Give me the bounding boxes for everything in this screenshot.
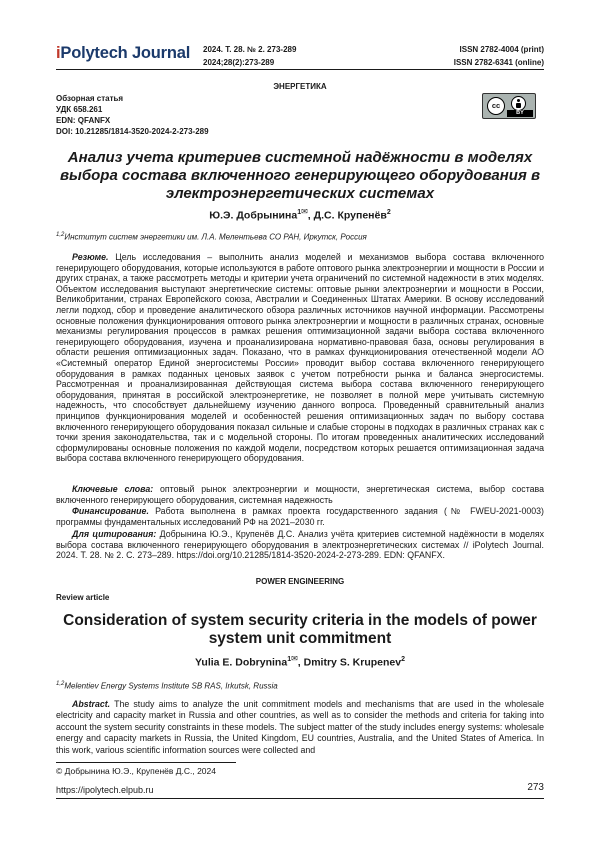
logo-text: Polytech Journal	[60, 44, 191, 62]
keywords-text: оптовый рынок электроэнергии и мощности, энергетическая система, выбор состава включенного генерирующего оборудования, системная надежность	[56, 484, 544, 505]
article-title-ru: Анализ учета критериев системной надёжности в моделях выбора состава включенного генерирующего оборудования в электроэнергетических системах	[59, 149, 540, 202]
abstract-en	[56, 699, 544, 756]
section-title-ru: ЭНЕРГЕТИКА	[273, 82, 327, 91]
issue-info	[203, 43, 296, 69]
footer-divider	[56, 798, 544, 799]
citation-label: Для цитирования:	[72, 529, 157, 539]
issn-info	[454, 43, 544, 69]
author-separator: ,	[307, 209, 314, 222]
author-2-sup: 2	[386, 209, 391, 216]
keywords-label: Ключевые слова:	[72, 484, 154, 494]
affiliation-ru	[56, 232, 367, 242]
udc: УДК 658.261	[56, 105, 103, 114]
author-1-en: Yulia E. Dobrynina	[194, 656, 288, 669]
author-2: Д.С. Крупенёв	[313, 209, 387, 222]
by-label: BY	[507, 110, 533, 117]
author-1-sup: 1	[297, 209, 302, 216]
funding-ru	[56, 506, 544, 527]
affiliation-text: Институт систем энергетики им. Л.А. Мелентьева СО РАН, Иркутск, Россия	[64, 232, 367, 242]
issn-online: ISSN 2782-6341 (online)	[453, 58, 544, 67]
article-type: Обзорная статья	[56, 94, 124, 103]
article-title-en: Consideration of system security criteria in the models of power system unit commitment	[63, 612, 537, 647]
citation-text: Добрынина Ю.Э., Крупенёв Д.С. Анализ учёта критериев системной надёжности в моделях выбора состава включенного генерирующего оборудования в электроэнергетических системах // iPolytech Journal. 2024. Т. 28. № 2. С. 273–289. https://doi.org/10.21285/1814-3520-2024-2-273-289. EDN: QFANFX.	[56, 529, 545, 561]
funding-text: Работа выполнена в рамках проекта государственного задания (№ FWEU-2021-0003) программы фундаментальных исследований РФ на 2021–2030 гг.	[56, 506, 544, 527]
doi: DOI: 10.21285/1814-3520-2024-2-273-289	[56, 127, 209, 136]
issn-print: ISSN 2782-4004 (print)	[459, 45, 544, 54]
abstract-label-en: Abstract.	[72, 699, 111, 709]
abstract-text-en: The study aims to analyze the unit commitment models and mechanisms that are used in the wholesale electricity and capacity market in Russia and other countries, as well as to consider the methods and criteria for taking into account the system security constraints in these models. The subject matter of the study includes energy systems: wholesale energy and capacity markets in Russia, the United Kingdom, EU countries, Australia, and the United States of America. In this work, various scientific information sources were collected and	[56, 699, 544, 755]
affil-sup-en: 1,2	[56, 681, 65, 687]
section-title-en: POWER ENGINEERING	[255, 577, 345, 586]
affiliation-en	[56, 681, 278, 691]
authors-ru	[0, 207, 600, 222]
author-2-en: Dmitry S. Krupenev	[303, 656, 402, 669]
abstract-ru	[56, 252, 544, 464]
author-2-en-sup: 2	[401, 656, 405, 663]
cc-by-license-icon[interactable]	[482, 93, 536, 119]
author-1-en-sup: 1	[287, 656, 292, 663]
author-separator-en: ,	[297, 656, 304, 669]
affil-sup: 1,2	[56, 232, 65, 238]
logo-i: i	[56, 44, 61, 62]
article-meta	[56, 93, 209, 137]
cc-icon: cc	[487, 97, 505, 115]
journal-url-link[interactable]: https://ipolytech.elpub.ru	[56, 785, 154, 795]
footnote-divider	[56, 762, 236, 763]
keywords-ru	[56, 484, 544, 505]
citation-ru	[56, 529, 544, 561]
issue-en: 2024;28(2):273-289	[203, 58, 275, 67]
funding-label: Финансирование.	[72, 506, 149, 516]
edn: EDN: QFANFX	[56, 116, 111, 125]
abstract-label: Резюме.	[72, 252, 109, 262]
header-divider	[56, 69, 544, 70]
copyright: © Добрынина Ю.Э., Крупенёв Д.С., 2024	[56, 766, 216, 776]
abstract-text: Цель исследования – выполнить анализ моделей и механизмов выбора состава включенного генерирующего оборудования, которые используются в работе оптового рынка электроэнергии и мощности в России и других странах, а также рассмотреть методы и критерии учета ограничений по системной надежности в этих моделях. Объектом исследования выступают энергетические системы: оптовые рынки электроэнергии и мощности в России, Великобритании, странах Европейского союза, Австралии и Соединенных Штатах Америки. В основу исследований легли подход, сбор и проведение аналитического обзора различных источников научной информации. Рассмотрены основные положения функционирования оптового рынка электроэнергии и мощности в различных странах, основные механизмы регулирования процессов в рамках решения оптимизационной задачи выбора состава включенного генерирующего оборудования, изучена и проанализирована нормативно-правовая база, основы регулирования в области решения оптимизационных задач. Показано, что в рамках функционирования отечественной модели АО «Системный оператор Единой энергосистемы России» проводит выбор состава включенного генерирующего оборудования в рамках поданных ценовых заявок с учетом потребности рынка и баланса энергосистемы. Рассмотренная и проанализированная действующая система выбора состава включенного генерирующего оборудования, принятая в российской электроэнергетике, не позволяет в полной мере учитывать системную надежность, что способствует дальнейшему изучению данного вопроса. Проведенный сравнительный анализ принципов функционирования моделей и особенностей решения оптимизационных задач по выбору состава включенного генерирующего оборудования показал сильные и слабые стороны в подходах в различных странах как с точки зрения законодательства, так и с модельной стороны. По итогам проведенных аналитических исследований сформулированы основные положения по каждой модели, посредством которых решается оптимизационная задача выбора состава включенного генерирующего оборудования.	[56, 252, 544, 464]
attribution-icon	[511, 96, 526, 111]
article-type-en: Review article	[56, 593, 110, 602]
issue-ru: 2024. Т. 28. № 2. 273-289	[203, 45, 297, 54]
affiliation-text-en: Melentiev Energy Systems Institute SB RAS, Irkutsk, Russia	[64, 681, 278, 691]
author-1: Ю.Э. Добрынина	[209, 209, 298, 222]
envelope-icon-en: ✉	[291, 654, 298, 663]
page-number: 273	[527, 782, 544, 793]
envelope-icon: ✉	[301, 207, 308, 216]
authors-en	[0, 654, 600, 669]
journal-logo	[56, 44, 190, 63]
